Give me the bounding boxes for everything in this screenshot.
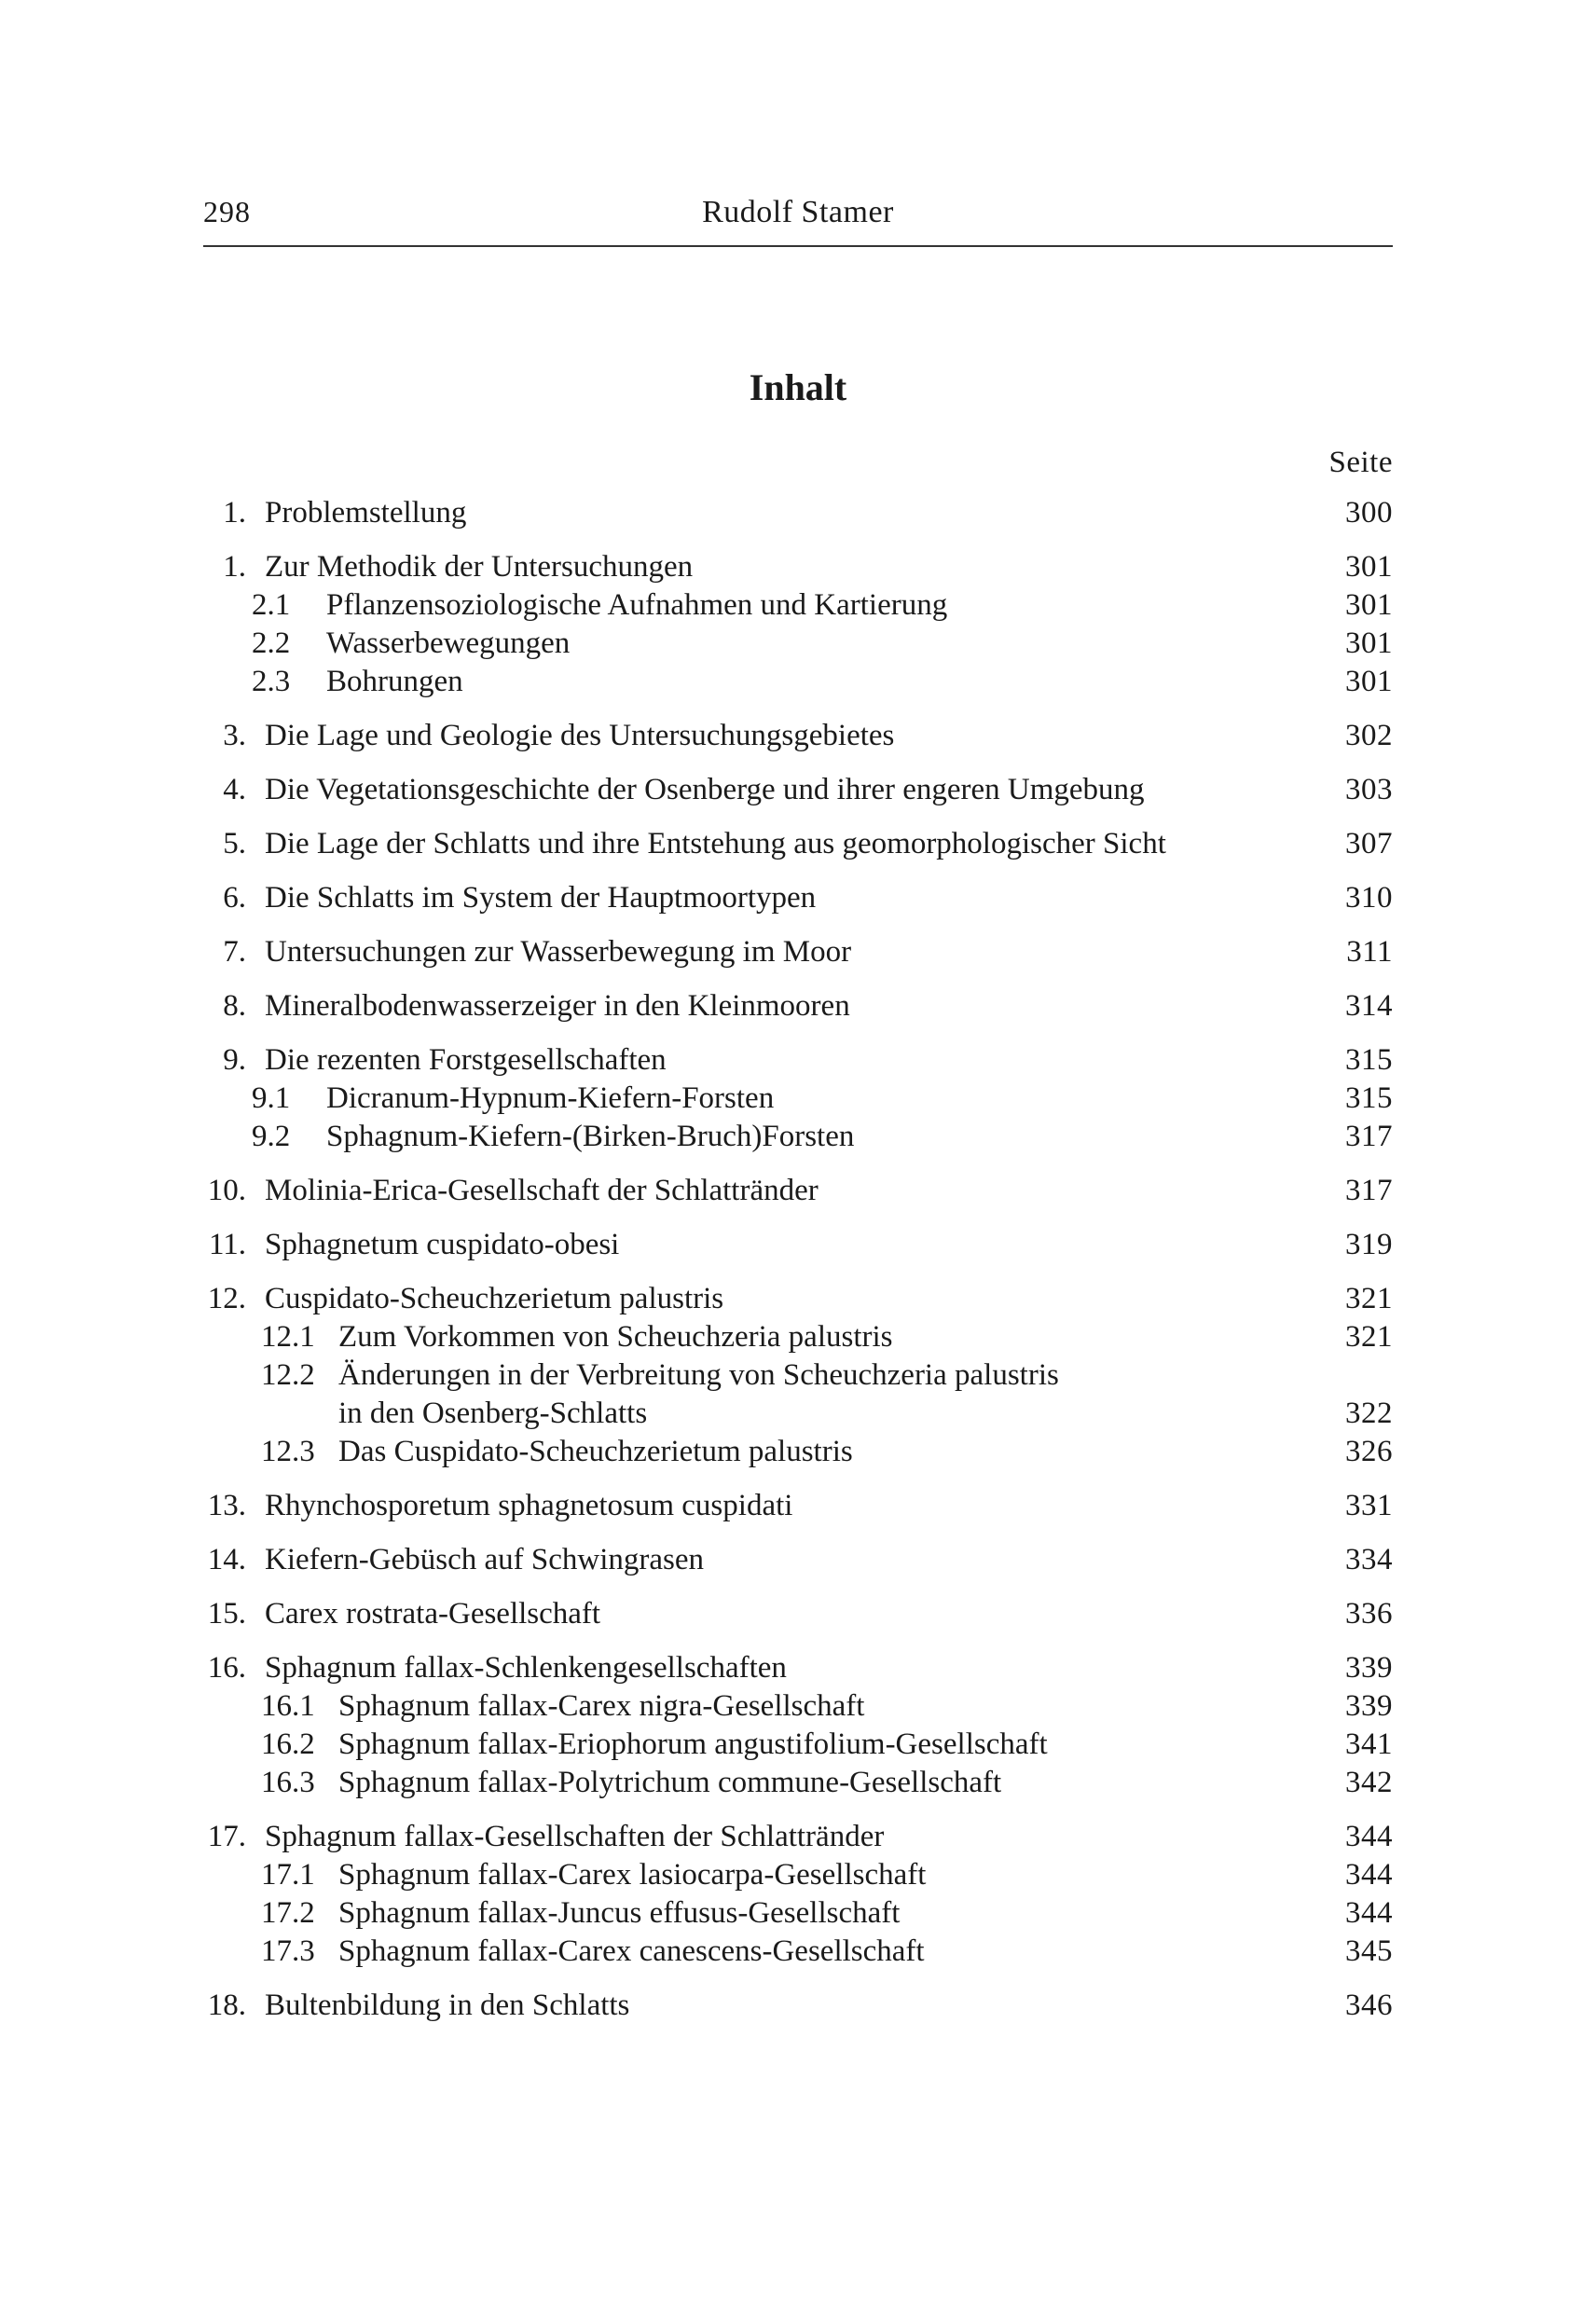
toc-entry [203,771,1393,809]
toc-subentry [203,1433,1393,1471]
entry-title: Carex rostrata-Gesellschaft [265,1597,601,1631]
entry-page: 301 [1345,626,1393,660]
entry-number: 2.2 [252,626,291,660]
entry-title: Das Cuspidato-Scheuchzerietum palustris [338,1435,853,1468]
entry-page: 344 [1345,1858,1393,1892]
toc-group [203,1487,1393,1525]
entry-title: Sphagnum fallax-Carex canescens-Gesellschaft [338,1934,925,1968]
toc-group [203,1226,1393,1264]
entry-title: Sphagnum fallax-Schlenkengesellschaften [265,1651,787,1685]
entry-number: 5. [223,827,246,860]
entry-page: 319 [1345,1228,1393,1261]
entry-number: 16.1 [261,1689,315,1723]
entry-page: 321 [1345,1282,1393,1315]
entry-page: 339 [1345,1689,1393,1723]
entry-number: 4. [223,773,246,806]
entry-number: 13. [207,1489,246,1522]
toc-entry [203,987,1393,1025]
toc-group [203,771,1393,809]
entry-page: 315 [1345,1081,1393,1115]
entry-page: 341 [1345,1727,1393,1761]
entry-title: Zur Methodik der Untersuchungen [265,550,694,584]
entry-title: Zum Vorkommen von Scheuchzeria palustris [338,1320,893,1354]
entry-title: Untersuchungen zur Wasserbewegung im Moor [265,935,852,969]
entry-number: 2.1 [252,588,291,622]
entry-number: 14. [207,1543,246,1576]
entry-number: 1. [223,496,246,530]
toc-subentry [203,1318,1393,1356]
toc-entry [203,1226,1393,1264]
toc-subentry [203,1395,1393,1433]
entry-title: Pflanzensoziologische Aufnahmen und Kartierung [326,588,948,622]
entry-title: Wasserbewegungen [326,626,571,660]
entry-page: 307 [1345,827,1393,860]
toc-group [203,1172,1393,1210]
entry-number: 3. [223,719,246,752]
entry-title: Sphagnum fallax-Polytrichum commune-Gesellschaft [338,1766,1002,1799]
table-of-contents [203,494,1393,2041]
entry-number: 15. [207,1597,246,1631]
toc-subentry [203,1687,1393,1726]
toc-entry [203,933,1393,971]
entry-page: 345 [1345,1934,1393,1968]
entry-page: 344 [1345,1820,1393,1853]
entry-page: 326 [1345,1435,1393,1468]
toc-entry [203,1280,1393,1318]
entry-page: 301 [1345,588,1393,622]
entry-title: Änderungen in der Verbreitung von Scheuchzeria palustris [338,1358,1059,1392]
entry-page: 344 [1345,1896,1393,1930]
toc-subentry [203,625,1393,663]
page-column-label: Seite [1328,446,1393,479]
entry-title: Die Vegetationsgeschichte der Osenberge und ihrer engeren Umgebung [265,773,1145,806]
entry-page: 317 [1345,1174,1393,1207]
toc-entry [203,1172,1393,1210]
entry-page: 314 [1345,989,1393,1023]
entry-title: Rhynchosporetum sphagnetosum cuspidati [265,1489,793,1522]
entry-page: 310 [1345,881,1393,915]
toc-subentry [203,1933,1393,1971]
entry-title: Die Lage und Geologie des Untersuchungsgebietes [265,719,895,752]
entry-number: 16.2 [261,1727,315,1761]
entry-title: Bultenbildung in den Schlatts [265,1989,630,2022]
entry-title: Molinia-Erica-Gesellschaft der Schlattränder [265,1174,819,1207]
entry-title: Sphagnum fallax-Eriophorum angustifolium-Gesellschaft [338,1727,1048,1761]
entry-number: 9. [223,1043,246,1077]
entry-title: Sphagnum fallax-Juncus effusus-Gesellschaft [338,1896,901,1930]
entry-page: 331 [1345,1489,1393,1522]
toc-group [203,1595,1393,1633]
entry-title: Kiefern-Gebüsch auf Schwingrasen [265,1543,704,1576]
entry-title: Sphagnum fallax-Gesellschaften der Schlattränder [265,1820,885,1853]
header-rule [203,245,1393,247]
entry-title: Dicranum-Hypnum-Kiefern-Forsten [326,1081,775,1115]
entry-number: 8. [223,989,246,1023]
toc-group [203,1649,1393,1802]
running-head [203,189,1393,241]
entry-number: 12.3 [261,1435,315,1468]
entry-number: 6. [223,881,246,915]
entry-number: 12. [207,1282,246,1315]
entry-title: Problemstellung [265,496,467,530]
entry-page: 301 [1345,550,1393,584]
toc-entry [203,548,1393,586]
entry-page: 321 [1345,1320,1393,1354]
entry-page: 342 [1345,1766,1393,1799]
toc-subentry [203,1356,1393,1395]
toc-entry [203,1541,1393,1579]
entry-number: 18. [207,1989,246,2022]
entry-page: 317 [1345,1120,1393,1153]
entry-title: Sphagnum fallax-Carex nigra-Gesellschaft [338,1689,865,1723]
toc-entry [203,1595,1393,1633]
entry-title: in den Osenberg-Schlatts [338,1397,648,1430]
toc-subentry [203,1894,1393,1933]
entry-number: 17.3 [261,1934,315,1968]
entry-page: 334 [1345,1543,1393,1576]
toc-entry [203,1041,1393,1080]
entry-page: 311 [1346,935,1393,969]
entry-number: 1. [223,550,246,584]
entry-page: 303 [1345,773,1393,806]
entry-title: Sphagnum fallax-Carex lasiocarpa-Gesellschaft [338,1858,927,1892]
entry-number: 17.2 [261,1896,315,1930]
toc-group [203,548,1393,701]
entry-number: 12.1 [261,1320,315,1354]
entry-page: 301 [1345,665,1393,698]
toc-group [203,1818,1393,1971]
entry-page: 302 [1345,719,1393,752]
entry-title: Die rezenten Forstgesellschaften [265,1043,667,1077]
entry-page: 300 [1345,496,1393,530]
entry-title: Sphagnum-Kiefern-(Birken-Bruch)Forsten [326,1120,855,1153]
entry-title: Die Lage der Schlatts und ihre Entstehung aus geomorphologischer Sicht [265,827,1166,860]
toc-entry [203,717,1393,755]
entry-title: Sphagnetum cuspidato-obesi [265,1228,620,1261]
toc-subentry [203,1856,1393,1894]
entry-page: 322 [1345,1397,1393,1430]
entry-number: 10. [207,1174,246,1207]
toc-group [203,825,1393,863]
toc-entry [203,1487,1393,1525]
toc-subentry [203,1080,1393,1118]
toc-group [203,717,1393,755]
toc-entry [203,879,1393,917]
entry-page: 339 [1345,1651,1393,1685]
toc-group [203,1280,1393,1471]
entry-number: 11. [208,1228,246,1261]
toc-entry [203,1649,1393,1687]
entry-number: 17. [207,1820,246,1853]
entry-title: Die Schlatts im System der Hauptmoortypen [265,881,817,915]
entry-number: 9.2 [252,1120,291,1153]
toc-group [203,933,1393,971]
entry-page: 315 [1345,1043,1393,1077]
page-number: 298 [203,195,251,228]
entry-title: Bohrungen [326,665,463,698]
toc-entry [203,825,1393,863]
toc-group [203,1541,1393,1579]
entry-number: 12.2 [261,1358,315,1392]
toc-entry [203,1818,1393,1856]
toc-subentry [203,586,1393,625]
entry-number: 2.3 [252,665,291,698]
entry-page: 336 [1345,1597,1393,1631]
toc-group [203,987,1393,1025]
toc-title: Inhalt [749,366,847,408]
entry-number: 16.3 [261,1766,315,1799]
toc-subentry [203,1726,1393,1764]
entry-title: Cuspidato-Scheuchzerietum palustris [265,1282,724,1315]
entry-page: 346 [1345,1989,1393,2022]
running-title: Rudolf Stamer [702,195,894,229]
toc-group [203,1041,1393,1156]
toc-subentry [203,1118,1393,1156]
entry-number: 7. [223,935,246,969]
toc-group [203,879,1393,917]
toc-group [203,494,1393,532]
entry-number: 16. [207,1651,246,1685]
toc-subentry [203,663,1393,701]
toc-entry [203,1987,1393,2025]
entry-title: Mineralbodenwasserzeiger in den Kleinmooren [265,989,850,1023]
entry-number: 9.1 [252,1081,291,1115]
entry-number: 17.1 [261,1858,315,1892]
toc-entry [203,494,1393,532]
toc-subentry [203,1764,1393,1802]
toc-group [203,1987,1393,2025]
